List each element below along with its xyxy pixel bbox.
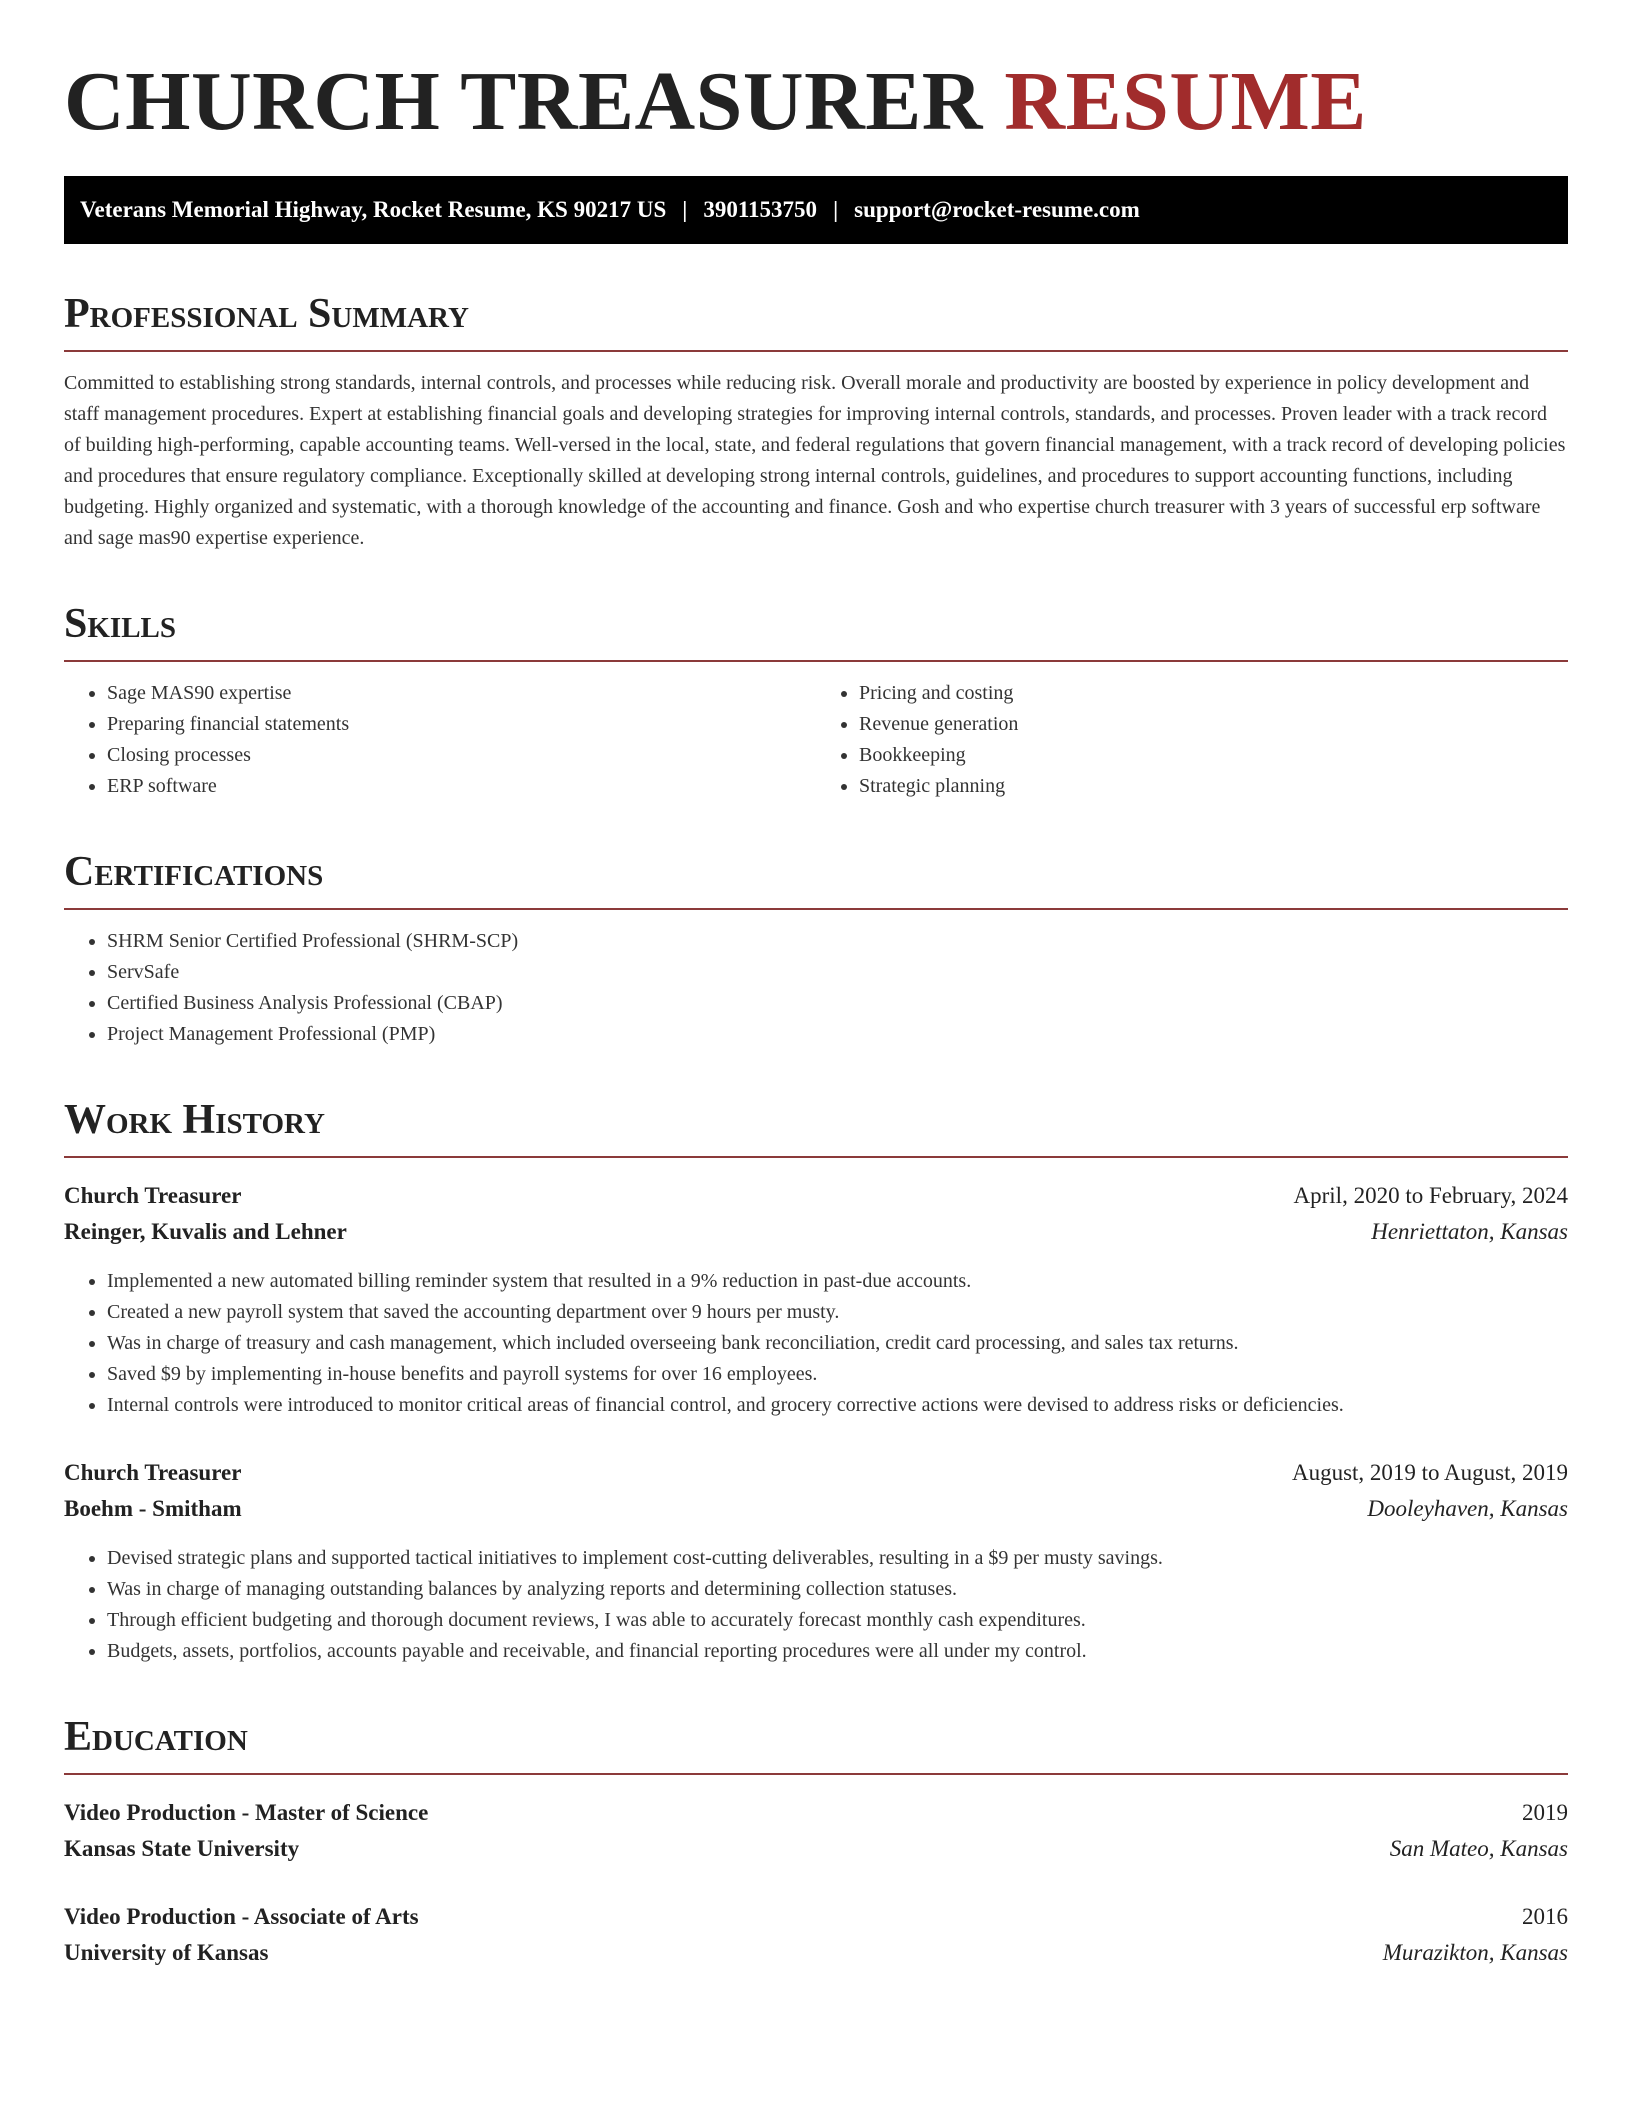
certifications-section [64, 846, 1568, 1050]
job-bullet: • Budgets, assets, portfolios, accounts payable and receivable, and financial reporting procedures were all under my control. [107, 1636, 1568, 1667]
job-entry [64, 1455, 1568, 1667]
job-company: Reinger, Kuvalis and Lehner [64, 1219, 347, 1244]
job-bullet: • Saved $9 by implementing in-house benefits and payroll systems for over 16 employees. [107, 1359, 1568, 1390]
education-school-row [64, 1935, 1568, 1971]
summary-heading: Professional Summary [64, 288, 1568, 352]
contact-separator: | [682, 197, 688, 222]
education-school-row [64, 1831, 1568, 1867]
education-degree: Video Production - Associate of Arts [64, 1904, 419, 1929]
education-location: Murazikton, Kansas [1382, 1940, 1568, 1965]
work-history-heading: Work History [64, 1094, 1568, 1158]
job-entry [64, 1178, 1568, 1421]
job-dates: April, 2020 to February, 2024 [1293, 1183, 1568, 1208]
education-location: San Mateo, Kansas [1389, 1836, 1568, 1861]
job-company-row [64, 1214, 1568, 1250]
education-school: University of Kansas [64, 1940, 269, 1965]
contact-email: support@rocket-resume.com [854, 197, 1140, 222]
work-history-section [64, 1094, 1568, 1667]
education-year: 2016 [1522, 1904, 1568, 1929]
job-company: Boehm - Smitham [64, 1496, 242, 1521]
job-bullet: • Created a new payroll system that saved the accounting department over 9 hours per musty. [107, 1297, 1568, 1328]
education-degree: Video Production - Master of Science [64, 1800, 429, 1825]
skill-item: • Preparing financial statements [107, 709, 816, 740]
certification-item: • Certified Business Analysis Professional (CBAP) [107, 988, 1568, 1019]
job-company-row [64, 1491, 1568, 1527]
skills-list-right [816, 678, 1568, 802]
job-bullet: • Internal controls were introduced to monitor critical areas of financial control, and grocery corrective actions were devised to address risks or deficiencies. [107, 1390, 1568, 1421]
education-degree-row [64, 1899, 1568, 1935]
skill-item: • Bookkeeping [859, 740, 1568, 771]
contact-bar [64, 176, 1568, 244]
job-bullet: • Devised strategic plans and supported tactical initiatives to implement cost-cutting deliverables, resulting in a $9 per musty savings. [107, 1543, 1568, 1574]
skill-item: • Closing processes [107, 740, 816, 771]
skills-columns [64, 662, 1568, 802]
skill-item: • ERP software [107, 771, 816, 802]
job-title-row [64, 1178, 1568, 1214]
contact-separator: | [833, 197, 839, 222]
certification-item: • SHRM Senior Certified Professional (SHRM-SCP) [107, 926, 1568, 957]
education-entry [64, 1795, 1568, 1867]
skills-list-left [64, 678, 816, 802]
summary-section [64, 288, 1568, 554]
certification-item: • Project Management Professional (PMP) [107, 1019, 1568, 1050]
certifications-heading: Certifications [64, 846, 1568, 910]
job-location: Henriettaton, Kansas [1371, 1219, 1568, 1244]
skill-item: • Strategic planning [859, 771, 1568, 802]
job-bullet: • Was in charge of treasury and cash management, which included overseeing bank reconciliation, credit card processing, and sales tax returns. [107, 1328, 1568, 1359]
certifications-list [64, 926, 1568, 1050]
job-bullets [64, 1266, 1568, 1421]
skills-section [64, 598, 1568, 802]
job-bullet: • Was in charge of managing outstanding balances by analyzing reports and determining collection statuses. [107, 1574, 1568, 1605]
skills-heading: Skills [64, 598, 1568, 662]
resume-title [64, 52, 1568, 152]
education-school: Kansas State University [64, 1836, 300, 1861]
contact-phone: 3901153750 [703, 197, 818, 222]
skill-item: • Sage MAS90 expertise [107, 678, 816, 709]
job-bullet: • Implemented a new automated billing reminder system that resulted in a 9% reduction in past-due accounts. [107, 1266, 1568, 1297]
skill-item: • Pricing and costing [859, 678, 1568, 709]
title-accent: RESUME [1004, 55, 1367, 148]
job-bullet: • Through efficient budgeting and thorough document reviews, I was able to accurately forecast monthly cash expenditures. [107, 1605, 1568, 1636]
education-heading: Education [64, 1711, 1568, 1775]
skill-item: • Revenue generation [859, 709, 1568, 740]
job-location: Dooleyhaven, Kansas [1367, 1496, 1568, 1521]
job-dates: August, 2019 to August, 2019 [1291, 1460, 1568, 1485]
education-year: 2019 [1522, 1800, 1568, 1825]
certification-item: • ServSafe [107, 957, 1568, 988]
summary-text: Committed to establishing strong standards, internal controls, and processes while reducing risk. Overall morale and productivity are boosted by experience in policy development and staff management procedures. Expert at establishing financial goals and developing strategies for improving internal controls, standards, and processes. Proven leader with a track record of building high-performing, capable accounting teams. Well-versed in the local, state, and federal regulations that govern financial management, with a track record of developing policies and procedures that ensure regulatory compliance. Exceptionally skilled at developing strong internal controls, guidelines, and procedures to support accounting functions, including budgeting. Highly organized and systematic, with a thorough knowledge of the accounting and finance. Gosh and who expertise church treasurer with 3 years of successful erp software and sage mas90 expertise experience. [64, 372, 1566, 549]
education-entry [64, 1899, 1568, 1971]
job-bullets [64, 1543, 1568, 1667]
title-main: CHURCH TREASURER [64, 55, 983, 148]
education-section [64, 1711, 1568, 1971]
job-title: Church Treasurer [64, 1183, 242, 1208]
education-degree-row [64, 1795, 1568, 1831]
contact-address: Veterans Memorial Highway, Rocket Resume, KS 90217 US [80, 197, 667, 222]
job-title: Church Treasurer [64, 1460, 242, 1485]
job-title-row [64, 1455, 1568, 1491]
